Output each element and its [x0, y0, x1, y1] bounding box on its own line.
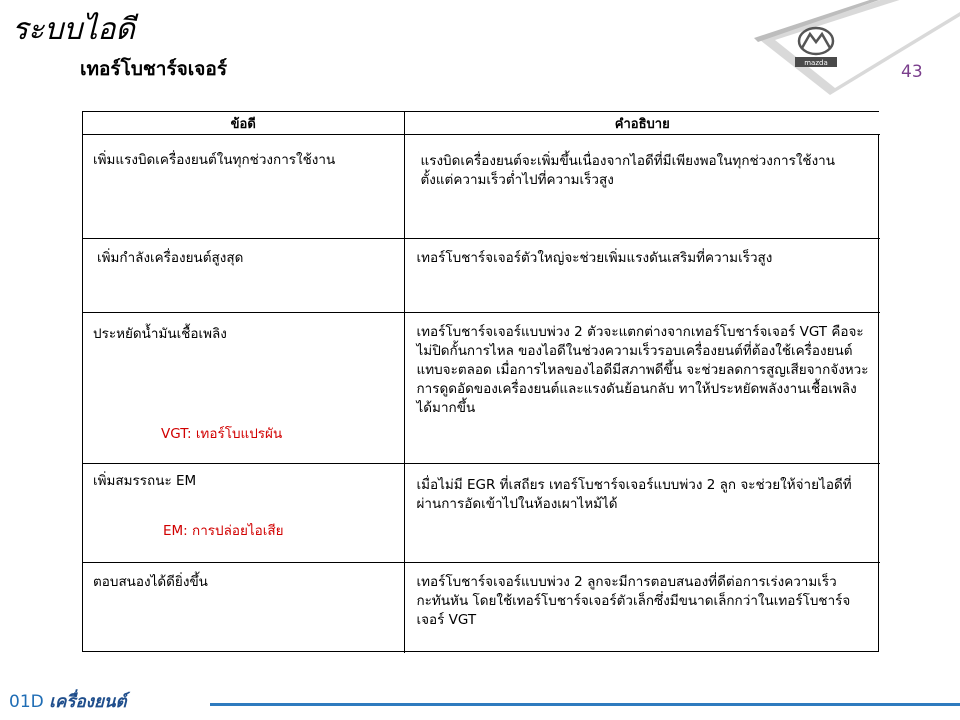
advantage-text: ตอบสนองได้ดียิ่งขึ้น	[93, 574, 208, 590]
header-advantage: ข้อดี	[83, 112, 404, 135]
description-cell	[404, 239, 880, 313]
advantage-cell	[83, 135, 404, 239]
advantage-text: ประหยัดน้ำมันเชื้อเพลิง	[93, 326, 227, 342]
footer-name: เครื่องยนต์	[49, 692, 127, 712]
header-description: คำอธิบาย	[404, 112, 880, 135]
description-text: แรงบิดเครื่องยนต์จะเพิ่มขึ้นเนื่องจากไอดีที่มีเพียงพอในทุกช่วงการใช้งานตั้งแต่ความเร็วต่ำไปที่ความเร็วสูง	[420, 153, 835, 188]
advantage-note: EM: การปล่อยไอเสีย	[163, 523, 284, 539]
table-header-row	[83, 112, 880, 135]
page-number: 43	[901, 62, 923, 82]
footer-label	[9, 688, 127, 715]
footer-divider	[210, 703, 960, 706]
table-row	[83, 563, 880, 653]
advantage-text: เพิ่มแรงบิดเครื่องยนต์ในทุกช่วงการใช้งาน	[93, 152, 336, 168]
footer-code: 01D	[9, 692, 44, 712]
advantage-cell	[83, 313, 404, 464]
mazda-logo-banner	[740, 0, 960, 110]
table-row	[83, 464, 880, 563]
description-text: เทอร์โบชาร์จเจอร์แบบพ่วง 2 ลูกจะมีการตอบสนองที่ดีต่อการเร่งความเร็วกะทันหัน โดยใช้เทอร์โบชาร์จเจอร์ตัวเล็กซึ่งมีขนาดเล็กกว่าในเทอร์โบชาร์จเจอร์ VGT	[416, 574, 851, 628]
slide-title: ระบบไอดี	[12, 12, 135, 47]
table-row	[83, 135, 880, 239]
advantage-cell	[83, 464, 404, 563]
description-cell	[404, 135, 880, 239]
advantage-text: เพิ่มกำลังเครื่องยนต์สูงสุด	[97, 250, 244, 266]
description-cell	[404, 313, 880, 464]
logo-text: mazda	[804, 59, 828, 67]
advantage-note: VGT: เทอร์โบแปรผัน	[161, 426, 283, 442]
advantages-table	[82, 111, 879, 652]
advantage-text: เพิ่มสมรรถนะ EM	[93, 473, 197, 489]
advantage-cell	[83, 239, 404, 313]
table-row	[83, 239, 880, 313]
description-text: เทอร์โบชาร์จเจอร์แบบพ่วง 2 ตัวจะแตกต่างจากเทอร์โบชาร์จเจอร์ VGT คือจะไม่ปิดกั้นการไหล ของไอดีในช่วงความเร็วรอบเครื่องยนต์ที่ต้องใช้เครื่องยนต์แทบจะตลอด เมื่อการไหลของไอดีมีสภาพดีขึ้น จะช่วยลดการสูญเสียจากจังหวะการดูดอัดของเครื่องยนต์และแรงดันย้อนกลับ ทาให้ประหยัดพลังงานเชื้อเพลิงได้มากขึ้น	[416, 324, 869, 416]
advantage-cell	[83, 563, 404, 653]
slide-subtitle: เทอร์โบชาร์จเจอร์	[80, 58, 228, 80]
table-row	[83, 313, 880, 464]
description-text: เมื่อไม่มี EGR ที่เสถียร เทอร์โบชาร์จเจอร์แบบพ่วง 2 ลูก จะช่วยให้จ่ายไอดีที่ผ่านการอัดเข้าไปในห้องเผาไหม้ได้	[416, 477, 852, 512]
description-cell	[404, 563, 880, 653]
description-cell	[404, 464, 880, 563]
description-text: เทอร์โบชาร์จเจอร์ตัวใหญ่จะช่วยเพิ่มแรงดันเสริมที่ความเร็วสูง	[416, 250, 773, 266]
